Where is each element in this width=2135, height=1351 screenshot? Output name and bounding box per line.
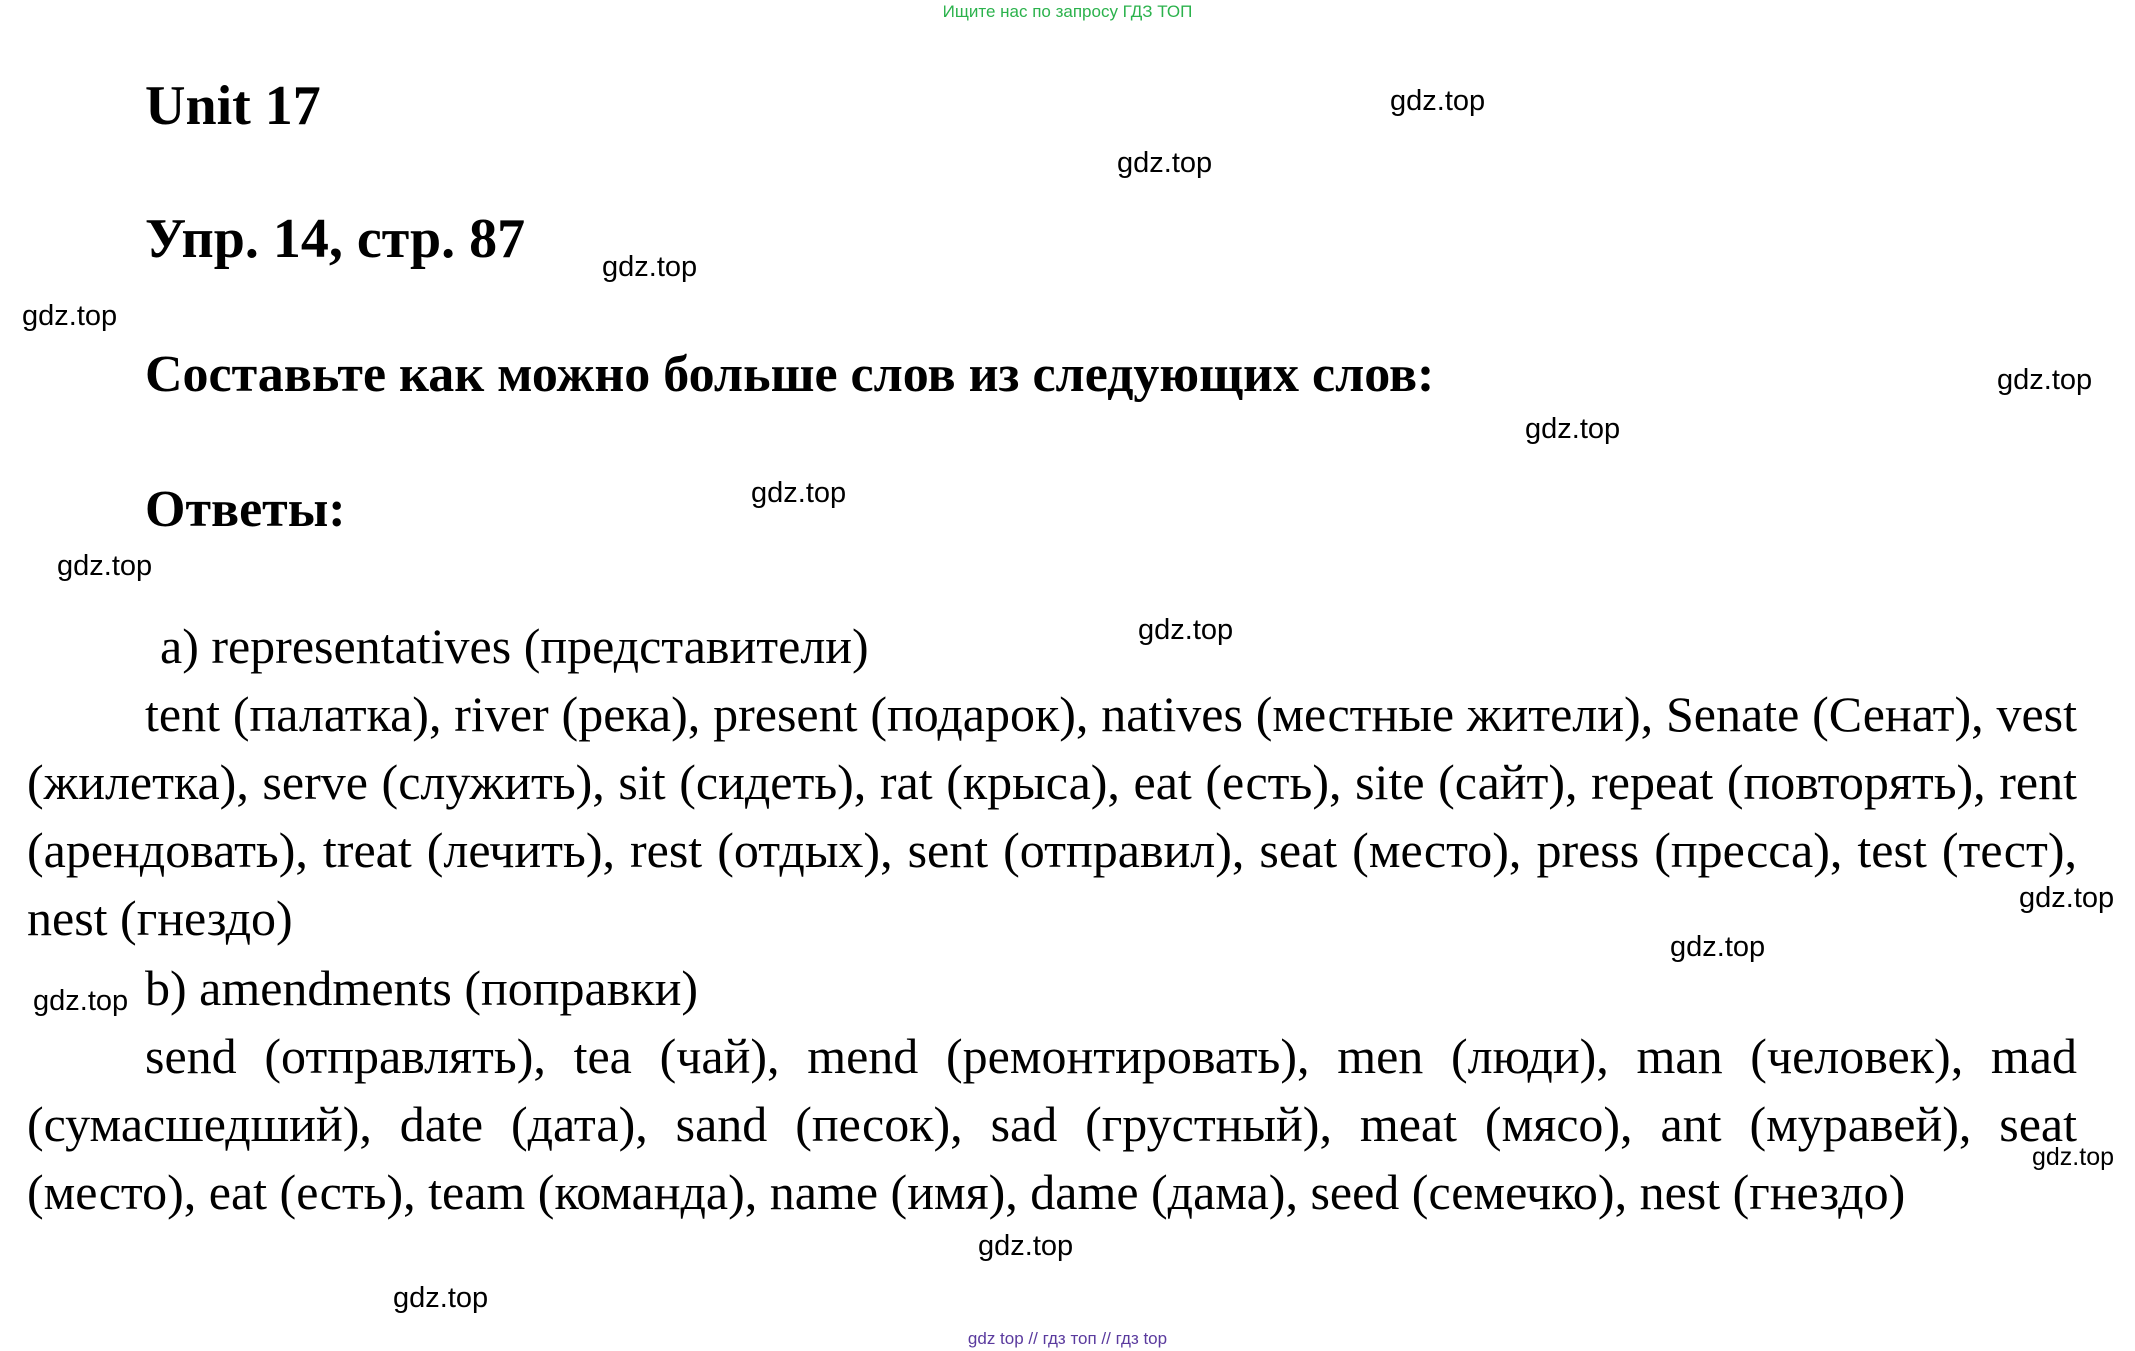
watermark: gdz.top: [1997, 364, 2093, 396]
watermark: gdz.top: [33, 985, 129, 1017]
part-a-paragraph: tent (палатка), river (река), present (подарок), natives (местные жители), Senate (Сенат), vest (жилетка), serve (служить), sit (сидеть), rat (крыса), eat (есть), site (сайт), repeat (повторять), rent (арендовать), treat (лечить), rest (отдых), sent (отправил), seat (место), press (пресса), test (тест), nest (гнездо): [27, 686, 2077, 946]
task-text: Составьте как можно больше слов из следующих слов:: [145, 346, 1435, 403]
watermark: gdz.top: [978, 1230, 1074, 1262]
footer: gdz top // гдз топ // гдз top: [967, 1329, 1168, 1348]
watermark: gdz.top: [2019, 882, 2115, 914]
watermark: gdz.top: [751, 477, 847, 509]
watermark: gdz.top: [1138, 614, 1234, 646]
part-b-label: b) amendments (поправки): [145, 960, 699, 1016]
top-banner: Ищите нас по запросу ГДЗ ТОП: [942, 2, 1193, 21]
part-a-text: [27, 680, 2077, 952]
watermark: gdz.top: [1670, 931, 1766, 963]
part-a-label: a) representatives (представители): [160, 618, 869, 674]
watermark: gdz.top: [2032, 1143, 2115, 1171]
answers-heading: Ответы:: [145, 481, 346, 538]
watermark: gdz.top: [1525, 413, 1621, 445]
watermark: gdz.top: [602, 251, 698, 283]
watermark: gdz.top: [1390, 85, 1486, 117]
part-b-paragraph: send (отправлять), tea (чай), mend (ремонтировать), men (люди), man (человек), mad (сумасшедший), date (дата), sand (песок), sad (грустный), meat (мясо), ant (муравей), seat (место), eat (есть), team (команда), name (имя), dame (дама), seed (семечко), nest (гнездо): [27, 1028, 2077, 1220]
watermark: gdz.top: [1117, 147, 1213, 179]
watermark: gdz.top: [22, 300, 118, 332]
exercise-title: Упр. 14, стр. 87: [145, 208, 526, 270]
part-b-text: [27, 1022, 2077, 1226]
unit-title: Unit 17: [145, 75, 321, 137]
watermark: gdz.top: [57, 550, 153, 582]
watermark: gdz.top: [393, 1282, 489, 1314]
